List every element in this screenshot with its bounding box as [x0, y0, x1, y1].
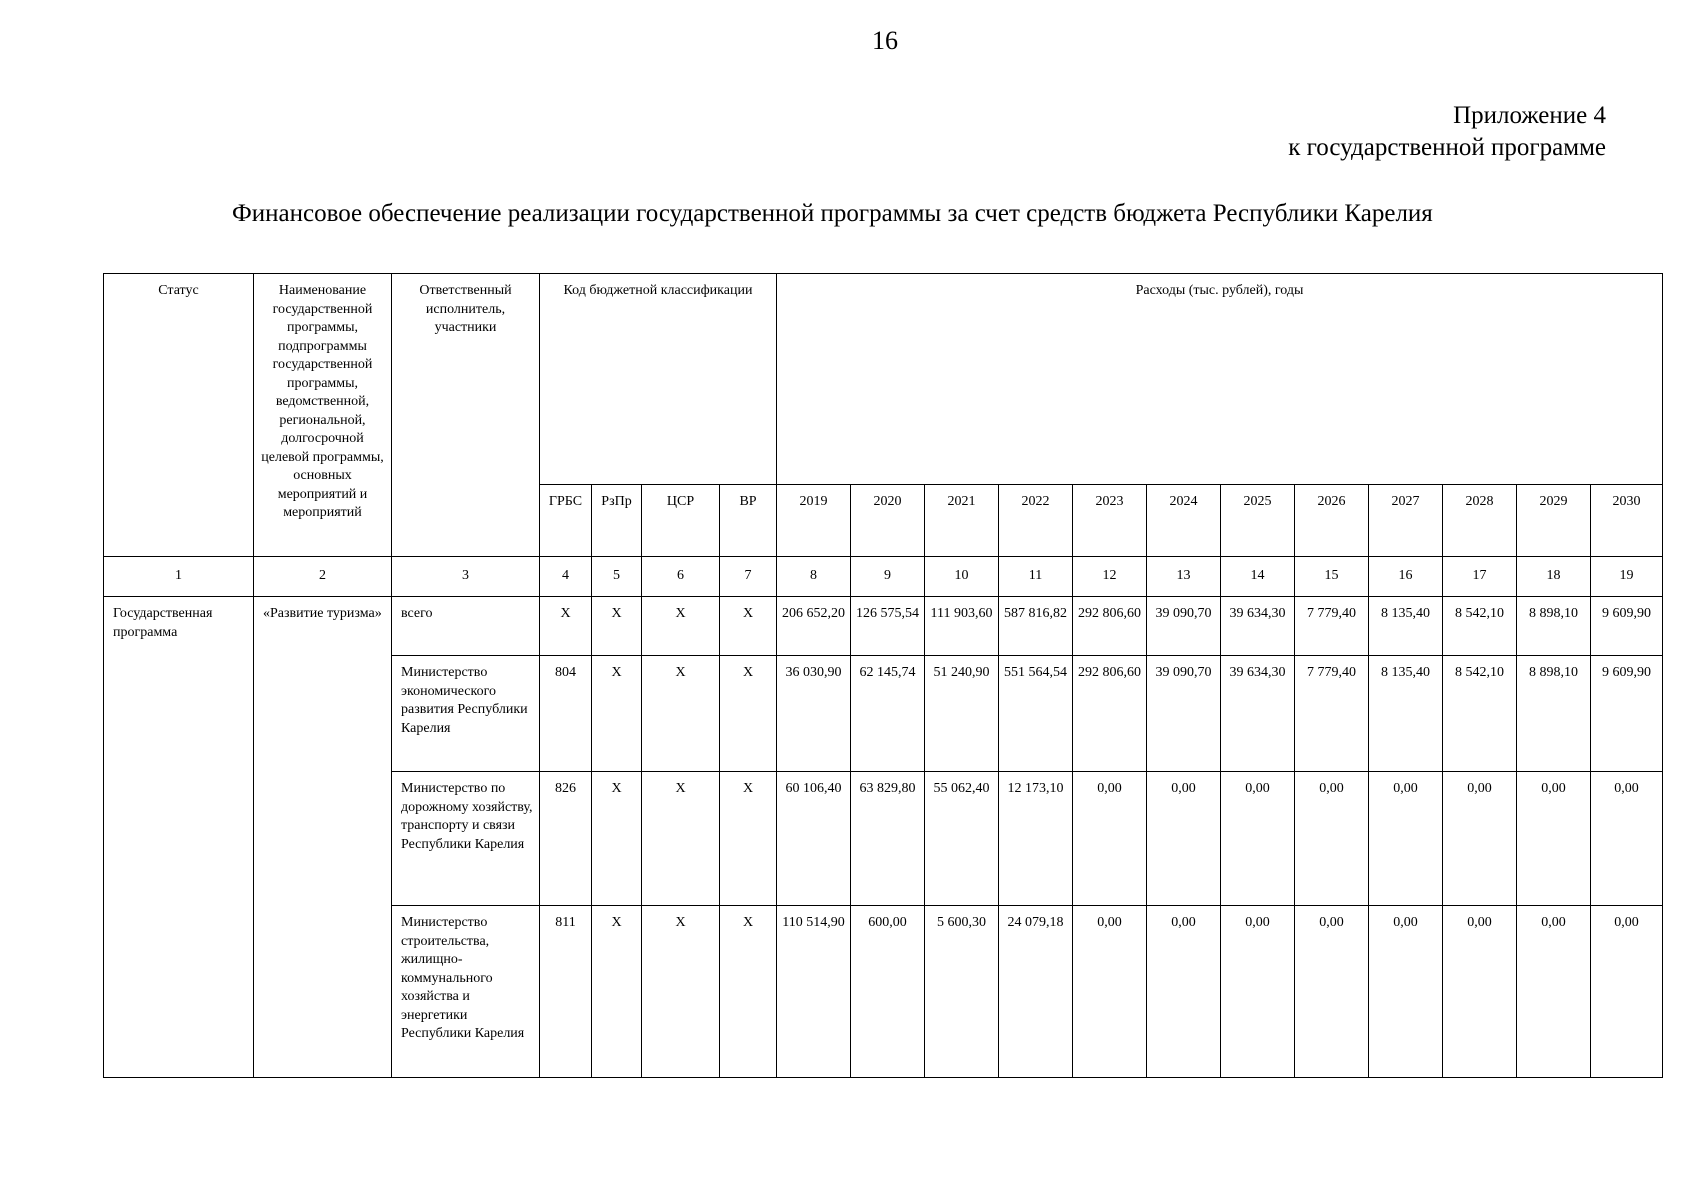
header-budget-code: Код бюджетной классификации	[540, 274, 777, 485]
column-number: 15	[1295, 557, 1369, 597]
expense-value-cell: 8 135,40	[1369, 656, 1443, 772]
header-expenses: Расходы (тыс. рублей), годы	[777, 274, 1663, 485]
column-number: 14	[1221, 557, 1295, 597]
column-number: 17	[1443, 557, 1517, 597]
expense-value-cell: 292 806,60	[1073, 597, 1147, 656]
expense-value-cell: 126 575,54	[851, 597, 925, 656]
rzpr-cell: Х	[592, 906, 642, 1078]
expense-value-cell: 39 090,70	[1147, 656, 1221, 772]
column-number: 16	[1369, 557, 1443, 597]
csr-cell: Х	[642, 656, 720, 772]
header-year: 2026	[1295, 485, 1369, 557]
expense-value-cell: 36 030,90	[777, 656, 851, 772]
vr-cell: Х	[720, 656, 777, 772]
expense-value-cell: 51 240,90	[925, 656, 999, 772]
expense-value-cell: 8 542,10	[1443, 656, 1517, 772]
expense-value-cell: 0,00	[1295, 906, 1369, 1078]
expense-value-cell: 7 779,40	[1295, 597, 1369, 656]
expense-value-cell: 9 609,90	[1591, 656, 1663, 772]
executor-cell: Министерство по дорожному хозяйству, транспорту и связи Республики Карелия	[392, 772, 540, 906]
expense-value-cell: 63 829,80	[851, 772, 925, 906]
appendix-header	[1288, 100, 1606, 164]
grbs-cell: 811	[540, 906, 592, 1078]
expense-value-cell: 111 903,60	[925, 597, 999, 656]
header-rzpr: РзПр	[592, 485, 642, 557]
header-year: 2024	[1147, 485, 1221, 557]
expense-value-cell: 110 514,90	[777, 906, 851, 1078]
vr-cell: Х	[720, 772, 777, 906]
column-number: 11	[999, 557, 1073, 597]
header-year: 2028	[1443, 485, 1517, 557]
rzpr-cell: Х	[592, 597, 642, 656]
header-csr: ЦСР	[642, 485, 720, 557]
expense-value-cell: 0,00	[1517, 906, 1591, 1078]
expense-value-cell: 0,00	[1073, 772, 1147, 906]
expense-value-cell: 600,00	[851, 906, 925, 1078]
column-number: 18	[1517, 557, 1591, 597]
expense-value-cell: 8 898,10	[1517, 656, 1591, 772]
expense-value-cell: 0,00	[1295, 772, 1369, 906]
expense-value-cell: 0,00	[1147, 772, 1221, 906]
table-row	[104, 597, 1663, 656]
expense-value-cell: 0,00	[1073, 906, 1147, 1078]
csr-cell: Х	[642, 906, 720, 1078]
grbs-cell: Х	[540, 597, 592, 656]
header-year: 2027	[1369, 485, 1443, 557]
header-year: 2025	[1221, 485, 1295, 557]
expense-value-cell: 39 634,30	[1221, 597, 1295, 656]
status-cell: Государственная программа	[104, 597, 254, 1078]
column-number: 6	[642, 557, 720, 597]
expense-value-cell: 7 779,40	[1295, 656, 1369, 772]
header-executor: Ответственный исполнитель, участники	[392, 274, 540, 557]
financing-table	[103, 273, 1663, 1078]
column-number: 12	[1073, 557, 1147, 597]
header-name: Наименование государственной программы, подпрограммы государственной программы, ведомственной, региональной, долгосрочной целевой программы, основных мероприятий и мероприятий	[254, 274, 392, 557]
expense-value-cell: 62 145,74	[851, 656, 925, 772]
expense-value-cell: 0,00	[1221, 772, 1295, 906]
program-name-cell: «Развитие туризма»	[254, 597, 392, 1078]
expense-value-cell: 0,00	[1369, 772, 1443, 906]
appendix-line-2: к государственной программе	[1288, 134, 1606, 161]
header-year: 2020	[851, 485, 925, 557]
expense-value-cell: 0,00	[1517, 772, 1591, 906]
expense-value-cell: 24 079,18	[999, 906, 1073, 1078]
appendix-line-1: Приложение 4	[1453, 102, 1606, 129]
executor-cell: Министерство строительства, жилищно-коммунального хозяйства и энергетики Республики Карелия	[392, 906, 540, 1078]
grbs-cell: 826	[540, 772, 592, 906]
column-number: 5	[592, 557, 642, 597]
expense-value-cell: 0,00	[1369, 906, 1443, 1078]
header-status: Статус	[104, 274, 254, 557]
rzpr-cell: Х	[592, 772, 642, 906]
expense-value-cell: 0,00	[1221, 906, 1295, 1078]
expense-value-cell: 39 634,30	[1221, 656, 1295, 772]
expense-value-cell: 0,00	[1147, 906, 1221, 1078]
expense-value-cell: 5 600,30	[925, 906, 999, 1078]
column-number: 4	[540, 557, 592, 597]
column-number: 9	[851, 557, 925, 597]
vr-cell: Х	[720, 597, 777, 656]
column-number: 2	[254, 557, 392, 597]
expense-value-cell: 0,00	[1591, 906, 1663, 1078]
expense-value-cell: 9 609,90	[1591, 597, 1663, 656]
expense-value-cell: 55 062,40	[925, 772, 999, 906]
column-number: 10	[925, 557, 999, 597]
expense-value-cell: 551 564,54	[999, 656, 1073, 772]
expense-value-cell: 8 135,40	[1369, 597, 1443, 656]
expense-value-cell: 0,00	[1443, 772, 1517, 906]
csr-cell: Х	[642, 597, 720, 656]
rzpr-cell: Х	[592, 656, 642, 772]
grbs-cell: 804	[540, 656, 592, 772]
executor-cell: всего	[392, 597, 540, 656]
document-title: Финансовое обеспечение реализации государственной программы за счет средств бюджета Республики Карелия	[232, 200, 1433, 227]
expense-value-cell: 206 652,20	[777, 597, 851, 656]
expense-value-cell: 0,00	[1443, 906, 1517, 1078]
expense-value-cell: 8 898,10	[1517, 597, 1591, 656]
header-year: 2021	[925, 485, 999, 557]
expense-value-cell: 292 806,60	[1073, 656, 1147, 772]
header-vr: ВР	[720, 485, 777, 557]
expense-value-cell: 39 090,70	[1147, 597, 1221, 656]
expense-value-cell: 0,00	[1591, 772, 1663, 906]
page-number: 16	[872, 26, 898, 55]
column-number: 13	[1147, 557, 1221, 597]
header-year: 2023	[1073, 485, 1147, 557]
executor-cell: Министерство экономического развития Республики Карелия	[392, 656, 540, 772]
column-number: 8	[777, 557, 851, 597]
header-year: 2019	[777, 485, 851, 557]
header-year: 2030	[1591, 485, 1663, 557]
column-number: 3	[392, 557, 540, 597]
column-number: 1	[104, 557, 254, 597]
header-grbs: ГРБС	[540, 485, 592, 557]
vr-cell: Х	[720, 906, 777, 1078]
expense-value-cell: 12 173,10	[999, 772, 1073, 906]
expense-value-cell: 8 542,10	[1443, 597, 1517, 656]
expense-value-cell: 60 106,40	[777, 772, 851, 906]
header-year: 2029	[1517, 485, 1591, 557]
expense-value-cell: 587 816,82	[999, 597, 1073, 656]
column-number: 19	[1591, 557, 1663, 597]
csr-cell: Х	[642, 772, 720, 906]
column-number: 7	[720, 557, 777, 597]
header-year: 2022	[999, 485, 1073, 557]
